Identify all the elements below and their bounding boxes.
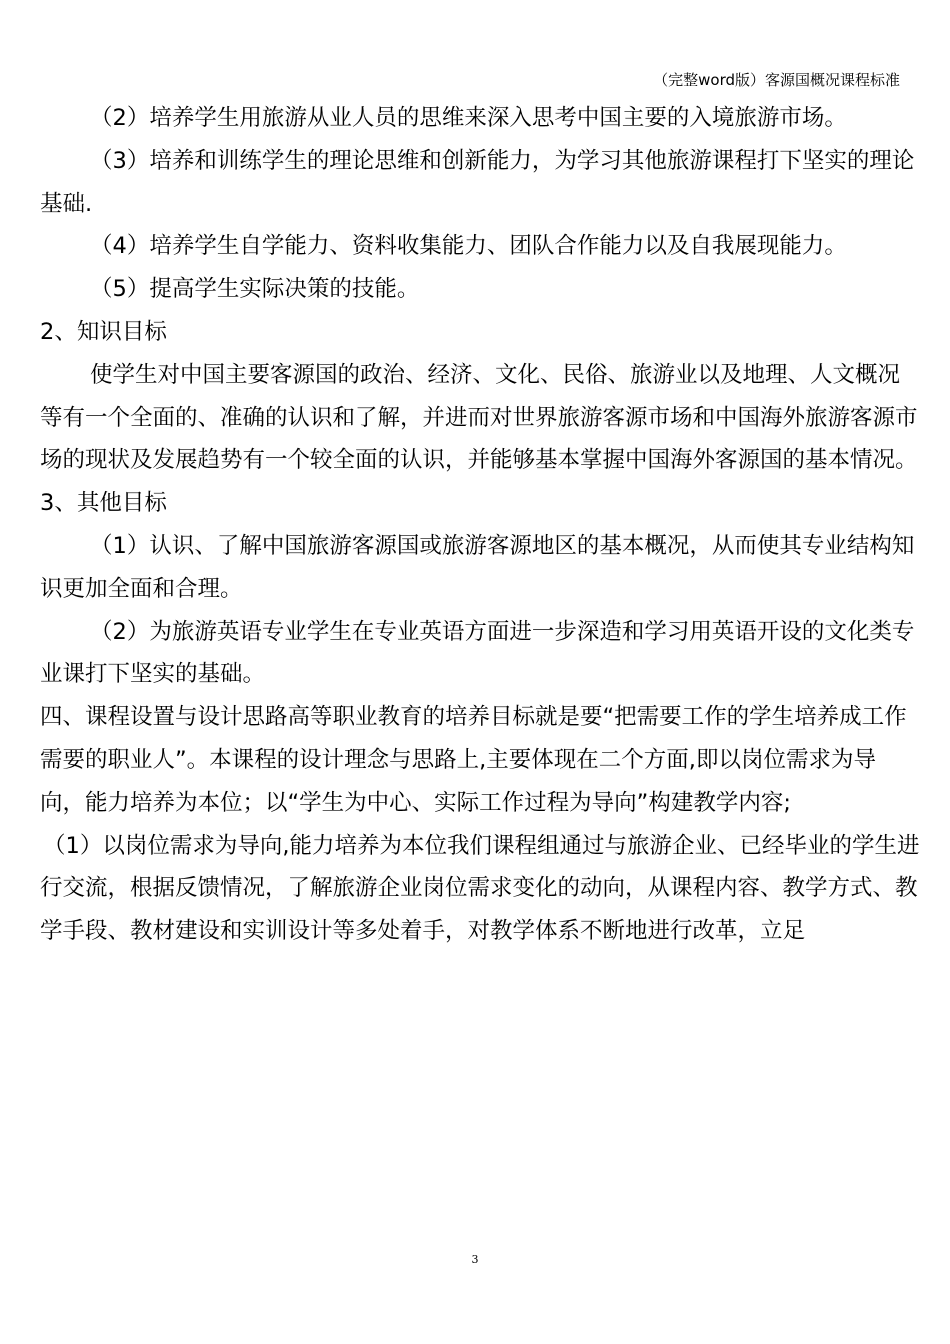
section-heading-other: 3、其他目标	[40, 490, 167, 517]
objective-paragraph: （5）提高学生实际决策的技能。	[90, 276, 420, 303]
course-design-item-paragraph: （1）以岗位需求为导向,能力培养为本位我们课程组通过与旅游企业、已经毕业的学生进行交流，根据反馈情况，了解旅游企业岗位需求变化的动向，从课程内容、教学方式、教学手段、教材建设和实训设计等多处着手，对教学体系不断地进行改革，立足	[40, 832, 920, 945]
section-heading-knowledge: 2、知识目标	[40, 318, 167, 345]
objective-paragraph: （2）培养学生用旅游从业人员的思维来深入思考中国主要的入境旅游市场。	[90, 105, 847, 131]
document-body	[40, 97, 920, 953]
objective-paragraph: （3）培养和训练学生的理论思维和创新能力，为学习其他旅游课程打下坚实的理论基础.	[40, 147, 915, 217]
course-design-paragraph: 四、课程设置与设计思路高等职业教育的培养目标就是要“把需要工作的学生培养成工作需要的职业人”。本课程的设计理念与思路上,主要体现在二个方面,即以岗位需求为导向，能力培养为本位；以“学生为中心、实际工作过程为导向”构建教学内容;	[40, 704, 907, 816]
other-objective-paragraph: （1）认识、了解中国旅游客源国或旅游客源地区的基本概况，从而使其专业结构知识更加全面和合理。	[40, 532, 915, 602]
running-header: （完整word版）客源国概况课程标准	[653, 71, 900, 89]
other-objective-paragraph: （2）为旅游英语专业学生在专业英语方面进一步深造和学习用英语开设的文化类专业课打下坚实的基础。	[40, 618, 915, 688]
page-number: 3	[471, 1253, 479, 1266]
objective-paragraph: （4）培养学生自学能力、资料收集能力、团队合作能力以及自我展现能力。	[90, 233, 847, 260]
knowledge-paragraph: 使学生对中国主要客源国的政治、经济、文化、民俗、旅游业以及地理、人文概况等有一个全面的、准确的认识和了解，并进而对世界旅游客源市场和中国海外旅游客源市场的现状及发展趋势有一个较全面的认识，并能够基本掌握中国海外客源国的基本情况。	[40, 361, 918, 474]
